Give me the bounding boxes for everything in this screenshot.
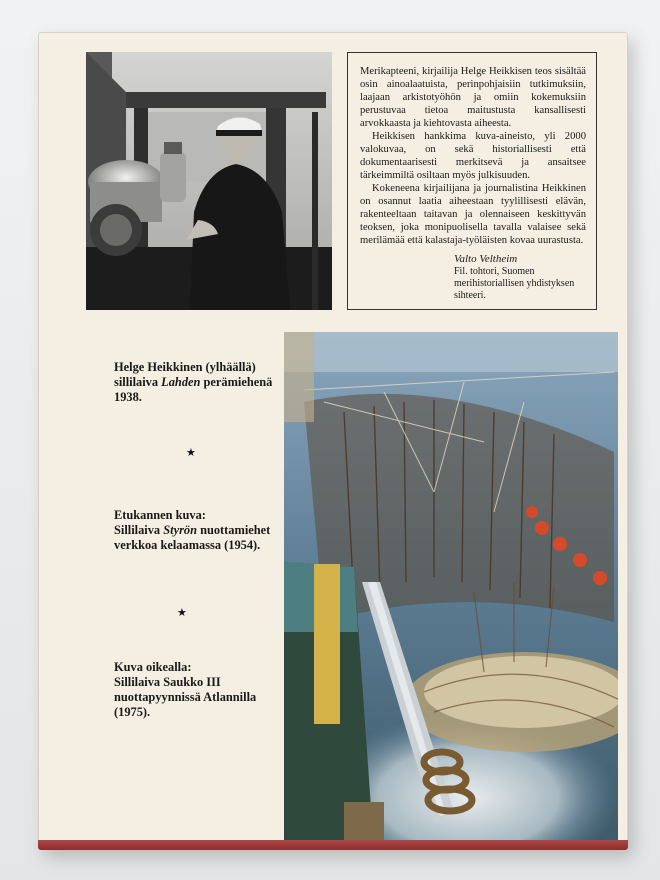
captain-photo-image — [86, 52, 332, 310]
caption-2-text-a: Sillilaiva — [114, 523, 164, 537]
caption-3-text: Sillilaiva Saukko III nuottapyynnissä Atlannilla (1975). — [114, 675, 257, 719]
caption-3-heading: Kuva oikealla: — [114, 660, 192, 674]
blurb-box — [347, 52, 597, 310]
caption-top-photo — [114, 360, 274, 405]
star-icon: ★ — [177, 607, 187, 619]
caption-2-text-b: nuottamiehet verkkoa kelaamassa (1954). — [114, 523, 271, 552]
captain-photo — [86, 52, 332, 310]
fishing-net-image — [284, 332, 618, 850]
caption-front-cover — [114, 508, 274, 553]
caption-1-ship-name: Lahden — [161, 375, 201, 389]
blurb-paragraph-3: Kokeneena kirjailijana ja journalistina Heikkinen on osannut laatia aiheestaan tyylillisesti elävän, rakenteeltaan taitavan ja olennaiseen keskittyvän teoksen, joka monipuolisella tavalla valaisee sekä merilämää että kalastaja-työläisten kovaa uurastusta. — [360, 183, 586, 246]
caption-right-photo — [114, 660, 274, 720]
blurb-paragraph-2: Heikkisen hankkima kuva-aineisto, yli 2000 valokuvaa, on sekä historiallisesti että dokumentaarisesti merkitsevä ja ansaitsee tärkeimmiltä osiltaan myös julkisuuden. — [360, 131, 586, 181]
signature-title: Fil. tohtori, Suomen merihistoriallisen yhdistyksen sihteeri. — [454, 266, 575, 301]
caption-1-text-b: perämiehenä 1938. — [114, 375, 273, 404]
cover-edge-strip — [38, 840, 628, 850]
fishing-net-photo — [284, 332, 618, 850]
caption-2-heading: Etukannen kuva: — [114, 508, 206, 522]
caption-1-text-a: Helge Heikkinen (ylhäällä) sillilaiva — [114, 360, 256, 389]
star-icon: ★ — [186, 447, 196, 459]
signature-name: Valto Veltheim — [454, 253, 518, 265]
blurb-paragraph-1: Merikapteeni, kirjailija Helge Heikkisen teos sisältää osin ainoalaatuista, perinpohjaisiin tutkimuksiin, laajaan arkistotyöhön ja omiin kokemuksiin perustuvaa tietoa maitustusta kansallisesti arvokkaasta ja kiehtovasta aiheesta. — [360, 66, 586, 129]
book-back-cover — [38, 32, 628, 850]
caption-2-ship-name: Styrön — [163, 523, 197, 537]
